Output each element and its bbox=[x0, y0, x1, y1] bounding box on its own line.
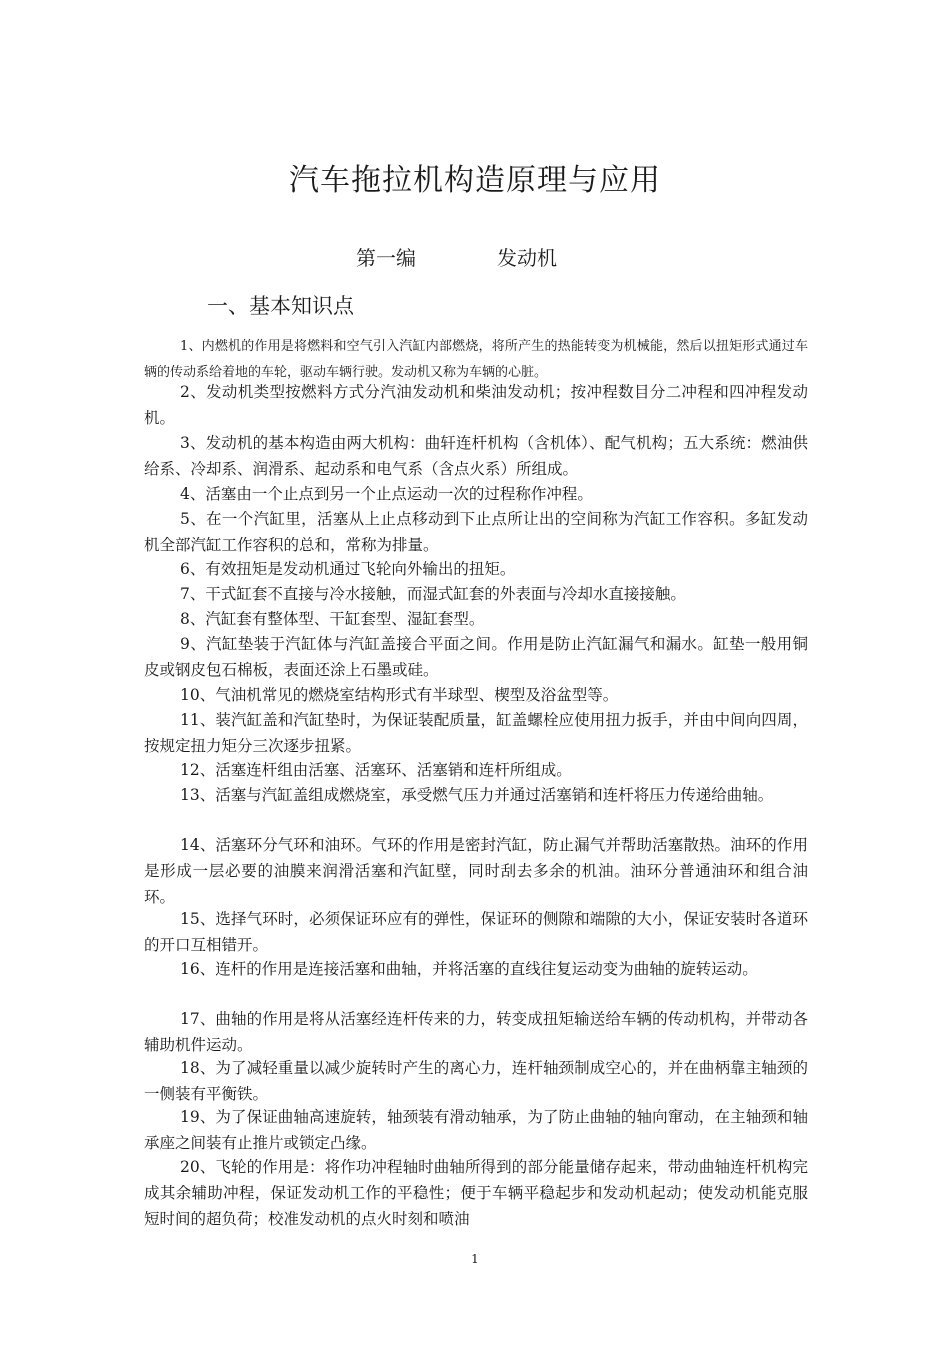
part-name: 发动机 bbox=[497, 246, 557, 270]
paragraph-item-3: 3、发动机的基本构造由两大机构：曲轩连杆机构（含机体）、配气机构；五大系统：燃油供给系、冷却系、润滑系、起动系和电气系（含点火系）所组成。 bbox=[144, 434, 808, 478]
paragraph-item-1: 1、内燃机的作用是将燃料和空气引入汽缸内部燃烧，将所产生的热能转变为机械能，然后以扭矩形式通过车辆的传动系给着地的车轮，驱动车辆行驶。发动机又称为车辆的心脏。 bbox=[144, 339, 808, 380]
document-title: 汽车拖拉机构造原理与应用 bbox=[289, 163, 661, 198]
paragraph-item-14: 14、活塞环分气环和油环。气环的作用是密封汽缸，防止漏气并帮助活塞散热。油环的作用是形成一层必要的油膜来润滑活塞和汽缸壁，同时刮去多余的机油。油环分普通油环和组合油环。 bbox=[144, 836, 808, 906]
page-number: 1 bbox=[471, 1252, 479, 1266]
paragraph-item-20: 20、飞轮的作用是：将作功冲程轴时曲轴所得到的部分能量储存起来，带动曲轴连杆机构完成其余辅助冲程，保证发动机工作的平稳性；便于车辆平稳起步和发动机起动；使发动机能克服短时间的超负荷；校准发动机的点火时刻和喷油 bbox=[144, 1158, 808, 1228]
paragraph-item-6: 6、有效扭矩是发动机通过飞轮向外输出的扭矩。 bbox=[180, 560, 516, 578]
paragraph-item-13: 13、活塞与汽缸盖组成燃烧室，承受燃气压力并通过活塞销和连杆将压力传递给曲轴。 bbox=[180, 786, 774, 804]
paragraph-item-16: 16、连杆的作用是连接活塞和曲轴，并将活塞的直线往复运动变为曲轴的旋转运动。 bbox=[180, 960, 758, 978]
paragraph-item-9: 9、汽缸垫装于汽缸体与汽缸盖接合平面之间。作用是防止汽缸漏气和漏水。缸垫一般用铜皮或钢皮包石棉板，表面还涂上石墨或硅。 bbox=[144, 635, 808, 679]
paragraph-item-10: 10、气油机常见的燃烧室结构形式有半球型、楔型及浴盆型等。 bbox=[180, 686, 619, 704]
paragraph-item-17: 17、曲轴的作用是将从活塞经连杆传来的力，转变成扭矩输送给车辆的传动机构，并带动各辅助机件运动。 bbox=[144, 1010, 808, 1054]
paragraph-item-19: 19、为了保证曲轴高速旋转，轴颈装有滑动轴承，为了防止曲轴的轴向窜动，在主轴颈和轴承座之间装有止推片或锁定凸缘。 bbox=[144, 1108, 808, 1152]
paragraph-item-5: 5、在一个汽缸里，活塞从上止点移动到下止点所让出的空间称为汽缸工作容积。多缸发动机全部汽缸工作容积的总和，常称为排量。 bbox=[144, 510, 808, 554]
part-number: 第一编 bbox=[356, 246, 416, 270]
paragraph-item-4: 4、活塞由一个止点到另一个止点运动一次的过程称作冲程。 bbox=[180, 485, 593, 503]
paragraph-item-18: 18、为了减轻重量以减少旋转时产生的离心力，连杆轴颈制成空心的，并在曲柄靠主轴颈的一侧装有平衡铁。 bbox=[144, 1059, 808, 1103]
paragraph-item-12: 12、活塞连杆组由活塞、活塞环、活塞销和连杆所组成。 bbox=[180, 761, 572, 779]
paragraph-item-15: 15、选择气环时，必须保证环应有的弹性，保证环的侧隙和端隙的大小，保证安装时各道环的开口互相错开。 bbox=[144, 910, 808, 954]
paragraph-item-8: 8、汽缸套有整体型、干缸套型、湿缸套型。 bbox=[180, 610, 485, 628]
section-heading: 一、基本知识点 bbox=[207, 294, 354, 318]
paragraph-item-7: 7、干式缸套不直接与冷水接触，而湿式缸套的外表面与冷却水直接接触。 bbox=[180, 585, 686, 603]
paragraph-item-2: 2、发动机类型按燃料方式分汽油发动机和柴油发动机；按冲程数目分二冲程和四冲程发动机。 bbox=[144, 383, 808, 427]
paragraph-item-11: 11、装汽缸盖和汽缸垫时，为保证装配质量，缸盖螺栓应使用扭力扳手，并由中间向四周，按规定扭力矩分三次逐步扭紧。 bbox=[144, 711, 808, 755]
